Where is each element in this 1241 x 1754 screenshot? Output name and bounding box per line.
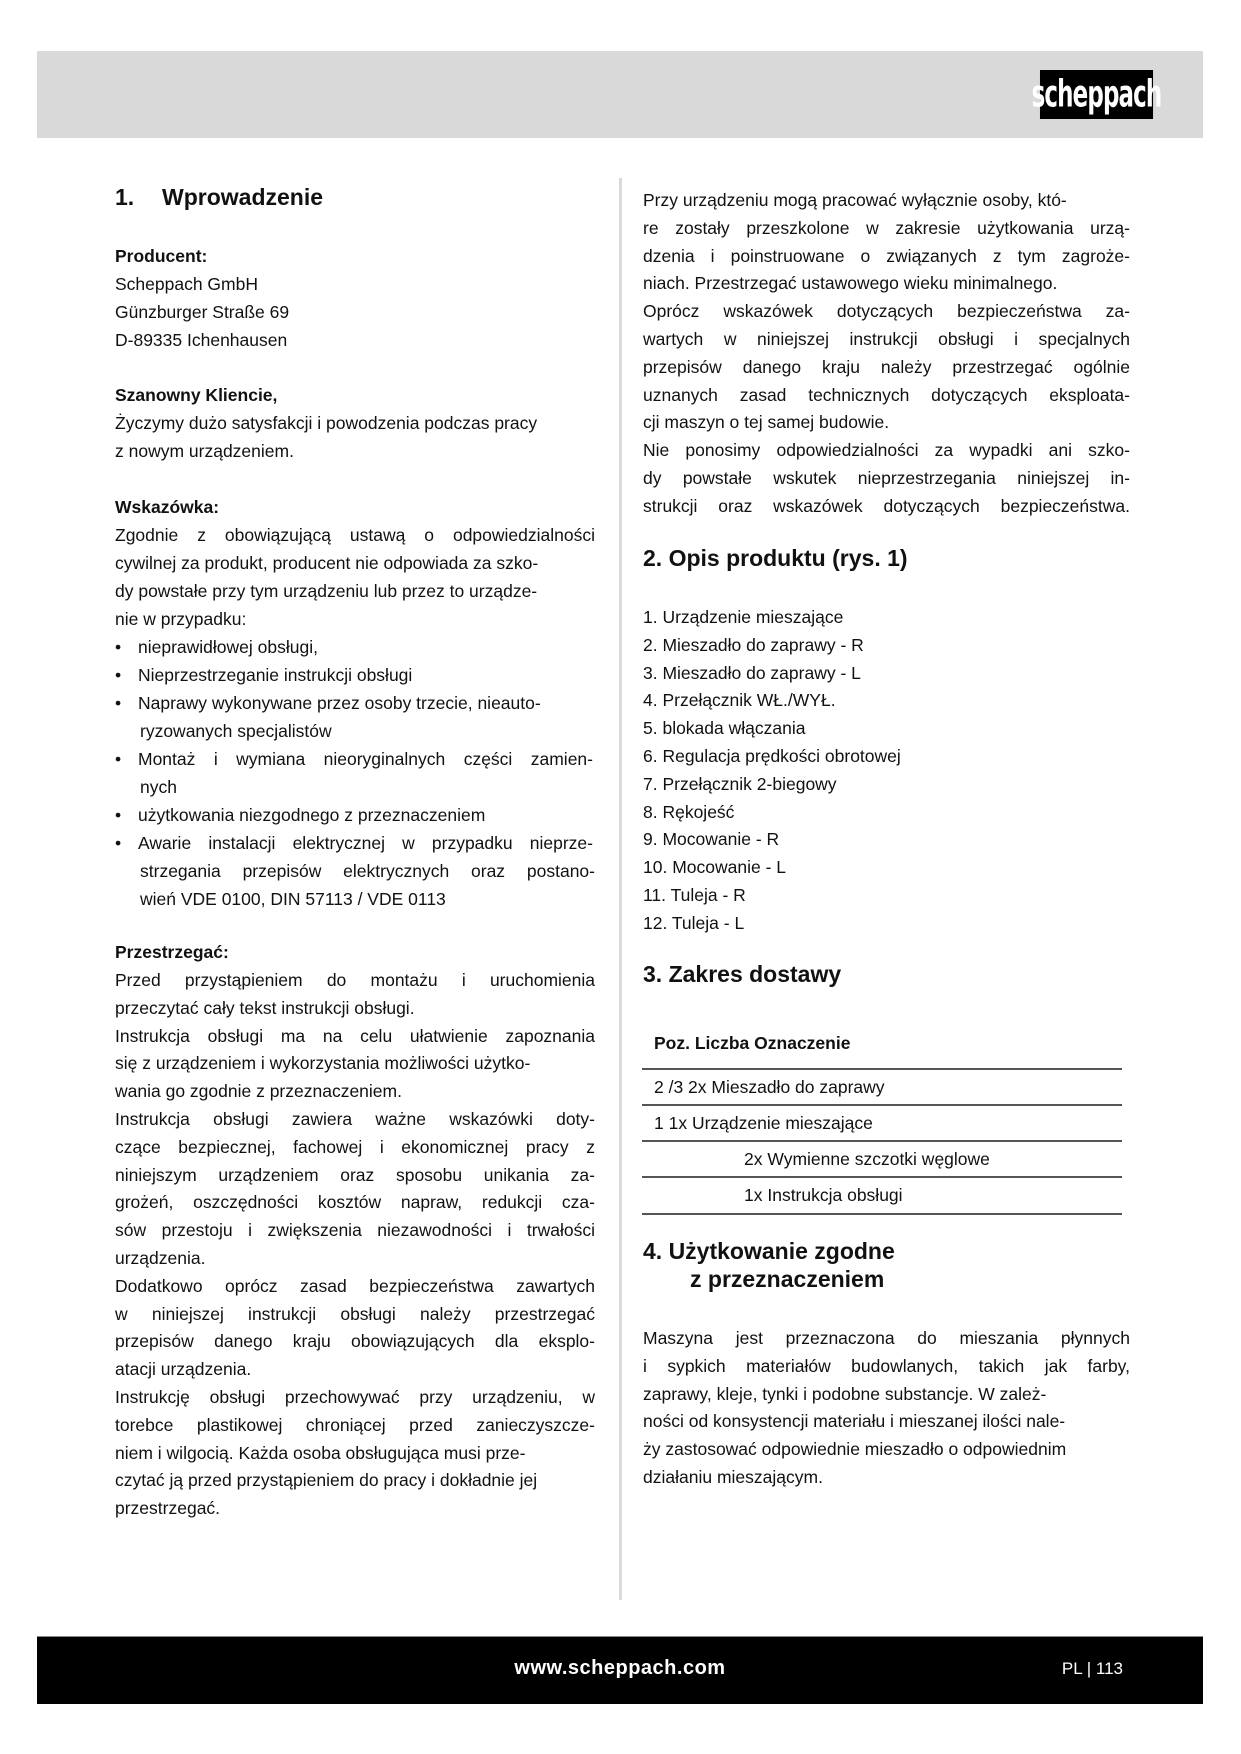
note-label: Wskazówka: bbox=[115, 497, 220, 517]
bullet-icon: • bbox=[115, 749, 122, 769]
greeting-line: z nowym urządzeniem. bbox=[115, 441, 294, 461]
observe-line: wania go zgodnie z przeznaczeniem. bbox=[115, 1081, 402, 1102]
part-list-item: 6. Regulacja prędkości obrotowej bbox=[643, 746, 901, 766]
intro-line: wartych w niniejszej instrukcji obsługi i specjalnych bbox=[643, 329, 1130, 349]
table-row: 1 1x Urządzenie mieszające bbox=[654, 1113, 873, 1133]
intro-line: re zostały przeszkolone w zakresie użytkowania urzą- bbox=[643, 217, 1130, 238]
website-url[interactable]: www.scheppach.com bbox=[514, 1657, 726, 1679]
observe-line: czytać ją przed przystąpieniem do pracy i dokładnie jej bbox=[115, 1470, 538, 1491]
bullet-icon: • bbox=[115, 693, 122, 713]
part-list-item: 8. Rękojeść bbox=[643, 801, 735, 822]
part-list-item: 7. Przełącznik 2-biegowy bbox=[643, 773, 837, 794]
observe-line: Przed przystąpieniem do montażu i uruchomienia bbox=[115, 970, 595, 990]
observe-line: Instrukcja obsługi ma na celu ułatwienie zapoznania bbox=[115, 1025, 595, 1046]
part-list-item: 10. Mocowanie - L bbox=[643, 857, 786, 878]
intro-line: niach. Przestrzegać ustawowego wieku minimalnego. bbox=[643, 273, 1058, 294]
intro-line: dy powstałe wskutek nieprzestrzegania niniejszej in- bbox=[643, 468, 1130, 488]
observe-line: atacji urządzenia. bbox=[115, 1359, 252, 1380]
producer-line: D-89335 Ichenhausen bbox=[115, 330, 288, 350]
bullet-line: nych bbox=[140, 777, 177, 797]
greeting-line: Życzymy dużo satysfakcji i powodzenia podczas pracy bbox=[115, 413, 538, 433]
bullet-line: Awarie instalacji elektrycznej w przypadku nieprze- bbox=[138, 833, 593, 853]
part-list-item: 12. Tuleja - L bbox=[643, 912, 745, 933]
observe-line: grożeń, oszczędności kosztów napraw, redukcji cza- bbox=[115, 1192, 595, 1213]
observe-line: Instrukcja obsługi zawiera ważne wskazówki doty- bbox=[115, 1109, 595, 1129]
part-list-item: 5. blokada włączania bbox=[643, 718, 806, 739]
bullet-line: Montaż i wymiana nieoryginalnych części zamien- bbox=[138, 749, 593, 769]
greeting-label: Szanowny Kliencie, bbox=[115, 385, 278, 405]
observe-line: sów przestoju i zwiększenia niezawodności i trwałości bbox=[115, 1220, 595, 1241]
section-number: 1. bbox=[115, 184, 135, 210]
observe-line: Dodatkowo oprócz zasad bezpieczeństwa zawartych bbox=[115, 1275, 595, 1296]
table-rule bbox=[642, 1104, 1122, 1106]
intro-line: dzenia i poinstruowane o związanych z tym zagroże- bbox=[643, 245, 1130, 266]
producer-label: Producent: bbox=[115, 246, 208, 266]
usage-line: ności od konsystencji materiału i mieszanej ilości nale- bbox=[643, 1411, 1066, 1432]
intro-line: Oprócz wskazówek dotyczących bezpieczeństwa za- bbox=[643, 301, 1130, 322]
table-rule bbox=[642, 1176, 1122, 1178]
bullet-icon: • bbox=[115, 637, 122, 657]
section-title: z przeznaczeniem bbox=[690, 1266, 885, 1292]
part-list-item: 11. Tuleja - R bbox=[643, 885, 746, 905]
observe-line: niniejszym urządzeniem oraz sposobu unikania za- bbox=[115, 1164, 595, 1185]
intro-line: cji maszyn o tej samej budowie. bbox=[643, 412, 890, 433]
scheppach-logo: scheppach bbox=[1040, 70, 1153, 119]
page-header-band bbox=[37, 51, 1203, 138]
bullet-line: użytkowania niezgodnego z przeznaczeniem bbox=[138, 805, 486, 825]
intro-line: Przy urządzeniu mogą pracować wyłącznie osoby, któ- bbox=[643, 190, 1067, 210]
usage-line: i sypkich materiałów budowlanych, takich jak farby, bbox=[643, 1355, 1130, 1376]
observe-line: Instrukcję obsługi przechowywać przy urządzeniu, w bbox=[115, 1387, 595, 1407]
bullet-icon: • bbox=[115, 805, 122, 825]
note-line: nie w przypadku: bbox=[115, 609, 247, 629]
part-list-item: 4. Przełącznik WŁ./WYŁ. bbox=[643, 690, 836, 711]
usage-line: Maszyna jest przeznaczona do mieszania płynnych bbox=[643, 1328, 1130, 1348]
observe-line: urządzenia. bbox=[115, 1248, 206, 1268]
observe-line: w niniejszej instrukcji obsługi należy przestrzegać bbox=[115, 1303, 595, 1324]
section-title: 2. Opis produktu (rys. 1) bbox=[643, 545, 908, 571]
page-number: PL | 113 bbox=[1061, 1659, 1123, 1678]
observe-line: torebce plastikowej chroniącej przed zanieczyszcze- bbox=[115, 1414, 595, 1435]
intro-line: strukcji oraz wskazówek dotyczących bezpieczeństwa. bbox=[643, 495, 1130, 516]
section-title: Wprowadzenie bbox=[162, 184, 324, 210]
observe-line: niem i wilgocią. Każda osoba obsługująca musi prze- bbox=[115, 1442, 526, 1463]
producer-line: Günzburger Straße 69 bbox=[115, 302, 290, 322]
section-title: 3. Zakres dostawy bbox=[643, 961, 842, 987]
observe-line: czące bezpiecznej, fachowej i ekonomicznej pracy z bbox=[115, 1136, 595, 1157]
table-row: 1x Instrukcja obsługi bbox=[744, 1185, 903, 1205]
intro-line: Nie ponosimy odpowiedzialności za wypadki ani szko- bbox=[643, 440, 1130, 461]
observe-line: przestrzegać. bbox=[115, 1498, 221, 1519]
intro-line: przepisów danego kraju należy przestrzegać ogólnie bbox=[643, 356, 1130, 377]
bullet-icon: • bbox=[115, 833, 122, 853]
producer-line: Scheppach GmbH bbox=[115, 274, 258, 294]
table-header: Poz. Liczba Oznaczenie bbox=[654, 1033, 851, 1053]
part-list-item: 3. Mieszadło do zaprawy - L bbox=[643, 662, 861, 683]
table-rule bbox=[642, 1068, 1122, 1070]
usage-line: działaniu mieszającym. bbox=[643, 1467, 823, 1487]
bullet-line: nieprawidłowej obsługi, bbox=[138, 637, 318, 657]
table-rule bbox=[642, 1213, 1122, 1215]
observe-line: przepisów danego kraju obowiązujących dla eksplo- bbox=[115, 1331, 595, 1352]
bullet-line: wień VDE 0100, DIN 57113 / VDE 0113 bbox=[140, 889, 446, 909]
usage-line: zaprawy, kleje, tynki i podobne substancje. W zależ- bbox=[643, 1383, 1047, 1404]
section-title: 4. Użytkowanie zgodne bbox=[643, 1238, 895, 1264]
observe-line: się z urządzeniem i wykorzystania możliwości użytko- bbox=[115, 1053, 531, 1074]
bullet-line: ryzowanych specjalistów bbox=[140, 721, 332, 741]
bullet-icon: • bbox=[115, 665, 122, 685]
part-list-item: 2. Mieszadło do zaprawy - R bbox=[643, 634, 864, 655]
note-line: Zgodnie z obowiązującą ustawą o odpowiedzialności bbox=[115, 525, 595, 545]
bullet-line: strzegania przepisów elektrycznych oraz postano- bbox=[140, 861, 595, 881]
bullet-line: Naprawy wykonywane przez osoby trzecie, nieauto- bbox=[138, 693, 541, 713]
note-line: cywilnej za produkt, producent nie odpowiada za szko- bbox=[115, 553, 539, 573]
usage-line: ży zastosować odpowiednie mieszadło o odpowiednim bbox=[643, 1439, 1067, 1460]
observe-label: Przestrzegać: bbox=[115, 942, 229, 962]
bullet-line: Nieprzestrzeganie instrukcji obsługi bbox=[138, 665, 413, 685]
column-divider bbox=[619, 178, 622, 1600]
note-line: dy powstałe przy tym urządzeniu lub przez to urządze- bbox=[115, 581, 538, 601]
table-row: 2 /3 2x Mieszadło do zaprawy bbox=[654, 1077, 885, 1097]
page-footer bbox=[37, 1636, 1203, 1704]
table-rule bbox=[642, 1140, 1122, 1142]
part-list-item: 9. Mocowanie - R bbox=[643, 829, 780, 850]
table-row: 2x Wymienne szczotki węglowe bbox=[744, 1149, 990, 1169]
part-list-item: 1. Urządzenie mieszające bbox=[643, 607, 844, 627]
observe-line: przeczytać cały tekst instrukcji obsługi. bbox=[115, 997, 415, 1018]
intro-line: uznanych zasad technicznych dotyczących eksploata- bbox=[643, 384, 1130, 405]
